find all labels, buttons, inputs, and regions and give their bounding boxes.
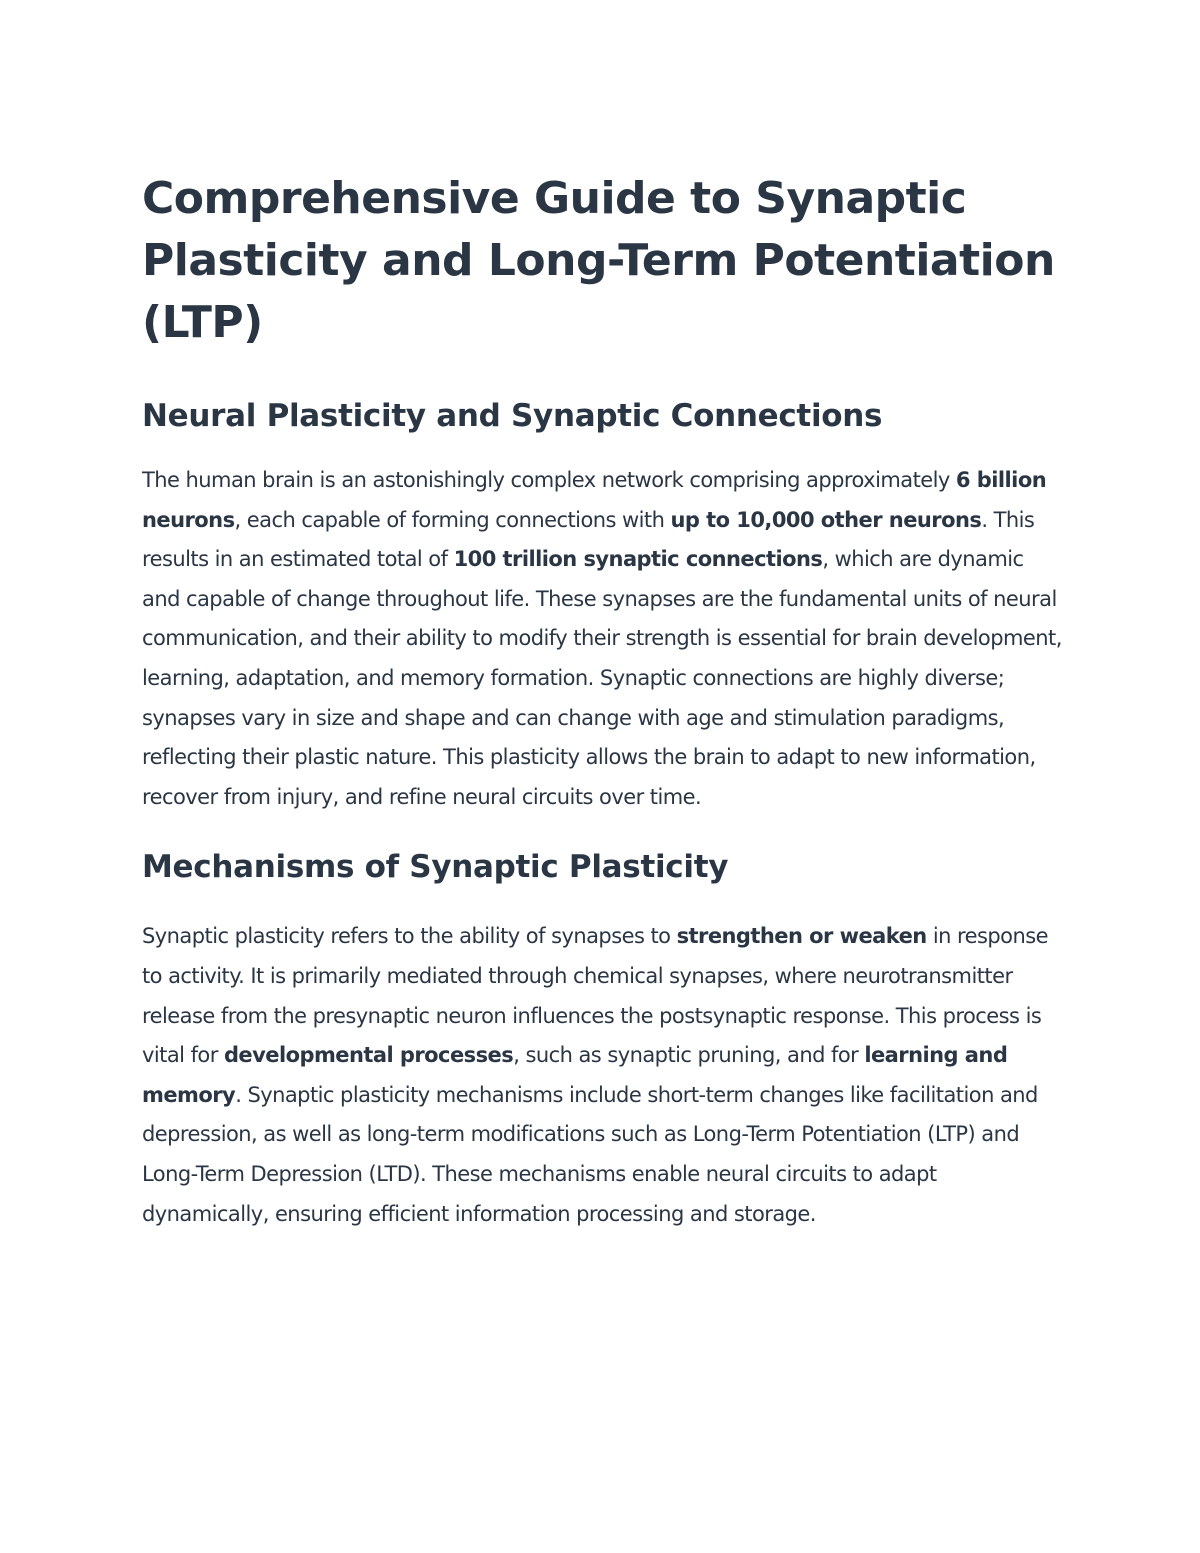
text-run: , which are dynamic and capable of change throughout life. These synapses are the fundamental units of neural communication, and their ability to modify their strength is essential for brain development, learning, adaptation, and memory formation. Synaptic connections are highly diverse; synapses vary in size and shape and can change with age and stimulation paradigms, reflecting their plastic nature. This plasticity allows the brain to adapt to new information, recover from injury, and refine neural circuits over time. (142, 547, 1062, 809)
bold-text-run: up to 10,000 other neurons (670, 507, 982, 532)
text-run: Synaptic plasticity refers to the ability of synapses to (142, 924, 677, 949)
bold-text-run: developmental processes (223, 1043, 514, 1068)
bold-text-run: strengthen or weaken (676, 924, 927, 949)
text-run: . This results in an estimated total of (142, 507, 1035, 572)
section-heading-mechanisms: Mechanisms of Synaptic Plasticity (142, 849, 729, 886)
text-run: . Synaptic plasticity mechanisms include short-term changes like facilitation and depression, as well as long-term modifications such as Long-Term Potentiation (LTP) and Long-Term Depression (LTD). These mechanisms enable neural circuits to adapt dynamically, ensuring efficient information processing and storage. (142, 1082, 1038, 1226)
bold-text-run: 6 billion neurons (142, 468, 1047, 532)
text-run: The human brain is an astonishingly complex network comprising approximately (142, 468, 956, 492)
page-title: Comprehensive Guide to Synaptic Plasticity and Long-Term Potentiation (LTP) (142, 173, 1055, 348)
bold-text-run: learning and memory (142, 1043, 1008, 1107)
section-paragraph-neural-plasticity (142, 461, 1064, 817)
section-paragraph-mechanisms (142, 917, 1064, 1234)
text-run: , each capable of forming connections with (234, 507, 671, 532)
document-page (142, 168, 1064, 1234)
section-heading-neural-plasticity: Neural Plasticity and Synaptic Connections (142, 398, 883, 434)
text-run: in response to activity. It is primarily mediated through chemical synapses, where neurotransmitter release from the presynaptic neuron influences the postsynaptic response. This process is vital for (142, 924, 1048, 1068)
bold-text-run: 100 trillion synaptic connections (453, 547, 823, 572)
text-run: , such as synaptic pruning, and for (513, 1043, 865, 1068)
